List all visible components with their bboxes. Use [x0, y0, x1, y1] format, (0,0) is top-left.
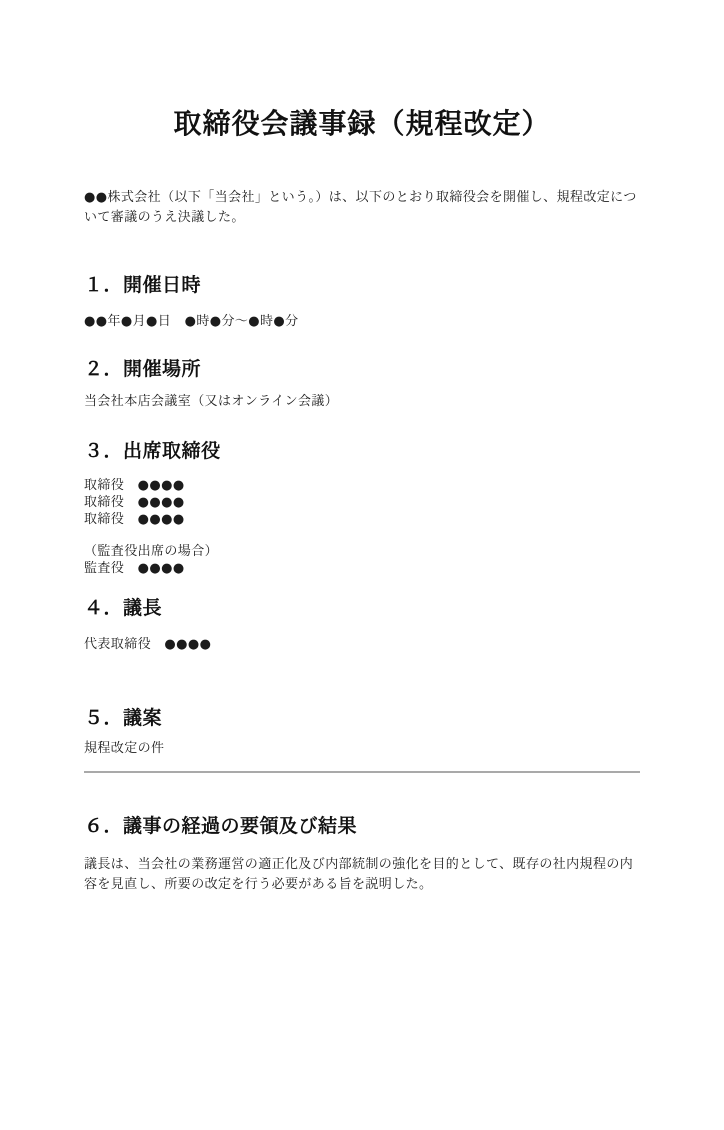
section-meeting-place [84, 356, 640, 412]
section-heading-agenda: ５．議案 [84, 707, 163, 729]
auditor-note: （監査役出席の場合） [84, 544, 219, 559]
meeting-place-value: 当会社本店会議室（又はオンライン会議） [84, 394, 339, 409]
section-heading-proceedings-results: ６．議事の経過の要領及び結果 [84, 815, 358, 837]
meeting-datetime-value: ●●年●月●日 ●時●分～●時●分 [84, 314, 299, 329]
attendee-list [84, 477, 640, 528]
section-chairperson [84, 595, 640, 655]
section-proceedings-results [84, 813, 640, 895]
proceedings-results-paragraph: 議長は、当会社の業務運営の適正化及び内部統制の強化を目的として、既存の社内規程の内容を見直し、所要の改定を行う必要がある旨を説明した。 [84, 857, 634, 892]
attendee-line: 取締役 ●●●● [84, 478, 185, 493]
document-page [0, 106, 724, 1130]
agenda-value: 規程改定の件 [84, 741, 165, 756]
section-heading-chairperson: ４．議長 [84, 597, 163, 619]
section-agenda [84, 705, 640, 759]
horizontal-divider [84, 771, 640, 773]
attendee-line: 取締役 ●●●● [84, 512, 185, 527]
auditor-block [84, 543, 640, 577]
section-heading-place: ２．開催場所 [84, 358, 202, 380]
section-meeting-datetime [84, 272, 640, 332]
document-title: 取締役会議事録（規程改定） [173, 107, 551, 140]
section-heading-attending-directors: ３．出席取締役 [84, 440, 221, 462]
intro-paragraph: ●●株式会社（以下「当会社」という。）は、以下のとおり取締役会を開催し、規程改定について審議のうえ決議した。 [84, 190, 637, 225]
auditor-line: 監査役 ●●●● [84, 561, 185, 576]
section-heading-datetime: １．開催日時 [84, 274, 202, 296]
chairperson-value: 代表取締役 ●●●● [84, 637, 212, 652]
attendee-line: 取締役 ●●●● [84, 495, 185, 510]
section-attending-directors [84, 438, 640, 577]
